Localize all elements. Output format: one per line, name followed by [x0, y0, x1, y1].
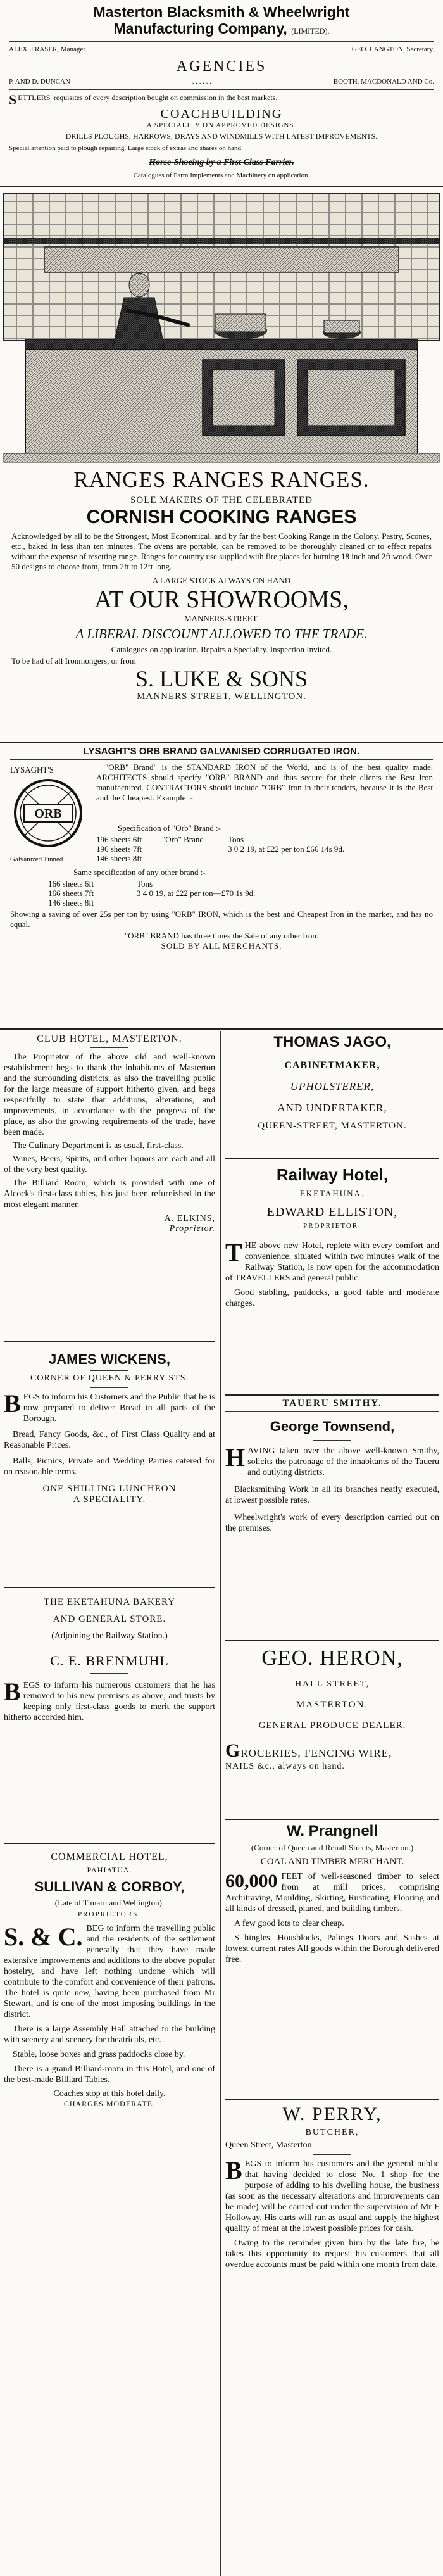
perry-trade: BUTCHER,: [305, 2128, 359, 2137]
townsend-header: TAUERU SMITHY.: [282, 1398, 382, 1408]
prangnell-qty: 60,000: [225, 1871, 278, 1891]
masterton-officers: [9, 46, 434, 53]
commercial-initials: S. & C.: [4, 1923, 83, 1951]
ranges-headline: RANGES RANGES RANGES.: [73, 467, 370, 492]
settlers-text: SETTLERS' requisites of every description bought on commission in the best markets.: [9, 92, 278, 108]
prangnell-trade: COAL AND TIMBER MERCHANT.: [260, 1857, 404, 1867]
bakery-name: C. E. BRENMUHL: [50, 1653, 169, 1669]
orb-emblem-text: ORB: [34, 807, 62, 821]
agency-duncan: P. AND D. DUNCAN: [9, 78, 70, 85]
wickens-p3: Balls, Picnics, Private and Wedding Parties catered for on reasonable terms.: [4, 1456, 215, 1477]
perry-p1: BEGS to inform his customers and the general public that having decided to close No. 1 shop for the purpose of adding to his dwelling house, the business (as soon as the necessary alterations and improvements can be made) will be carried out under the supervision of Mr F Holloway. His carts will run as usual and supply the highest quality of meat at the lowest possible prices for cash.: [225, 2156, 439, 2233]
commercial-p4: There is a grand Billiard-room in this Hotel, and one of the best-made Billiard Tables.: [4, 2064, 215, 2085]
heron-town: MASTERTON,: [296, 1700, 369, 1710]
jago-upholsterer: UPHOLSTERER,: [290, 1080, 375, 1092]
orb-sheets: [96, 835, 223, 863]
orb-sheet-row: 196 sheets 7ft: [96, 844, 142, 854]
wickens-p1: BEGS to inform his Customers and the Public that he is now prepared to deliver Bread in all parts of the Borough.: [4, 1389, 215, 1424]
masterton-title-2: [9, 20, 434, 39]
orb-quantity: 3 0 2 19, at £22 per ton £66 14s 9d.: [228, 844, 345, 854]
attention-line: Special attention paid to plough repairing. Large stock of extras and shares on hand.: [9, 144, 243, 152]
left-column: [4, 1031, 215, 2570]
lysaght-ad: [0, 746, 443, 1026]
classifieds-columns: [0, 1031, 443, 2576]
perry-place: Queen Street, Masterton: [225, 2140, 312, 2150]
agencies-line: [9, 78, 434, 85]
farm-catalogues: Catalogues of Farm Implements and Machinery on application.: [133, 172, 310, 179]
lysaght-saving: Showing a saving of over 25s per ton by using "ORB" IRON, which is the best and Cheapest Iron in the market, and has no equal.: [10, 909, 433, 929]
townsend-p2: Blacksmithing Work in all its branches neatly executed, at lowest possible rates.: [225, 1485, 439, 1505]
wickens-p2: Bread, Fancy Goods, &c., of First Class Quality and at Reasonable Prices.: [4, 1430, 215, 1450]
orb-icon: [10, 775, 86, 851]
bakery-adjoining: (Adjoining the Railway Station.): [51, 1631, 168, 1641]
townsend-p3: Wheelwright's work of every description carried out on the premises.: [225, 1513, 439, 1533]
speciality-line: A SPECIALITY ON APPROVED DESIGNS.: [146, 122, 297, 129]
commercial-charges: CHARGES MODERATE.: [63, 2099, 156, 2108]
lysaght-heading: LYSAGHT'S ORB BRAND GALVANISED CORRUGATED IRON.: [83, 746, 360, 757]
heron-trade: GENERAL PRODUCE DEALER.: [258, 1720, 406, 1731]
masterton-limited: (LIMITED).: [291, 27, 330, 35]
other-sheet-row: 146 sheets 8ft: [48, 898, 94, 907]
other-sheet-row: 166 sheets 7ft: [48, 888, 94, 898]
manners-street: MANNERS-STREET.: [184, 614, 259, 623]
luke-address: MANNERS STREET, WELLINGTON.: [137, 691, 306, 702]
bakery-title: THE EKETAHUNA BAKERY: [44, 1597, 175, 1607]
horse-shoeing: Horse-Shoeing by a First Class Farrier.: [149, 158, 294, 167]
commercial-names: SULLIVAN & CORBOY,: [34, 1879, 185, 1895]
prangnell-corner: (Corner of Queen and Renall Streets, Masterton.): [251, 1843, 414, 1852]
commercial-title: COMMERCIAL HOTEL,: [51, 1852, 168, 1862]
perry-name: W. PERRY,: [282, 2104, 382, 2125]
townsend-name: George Townsend,: [270, 1418, 395, 1434]
right-column: [225, 1031, 439, 2570]
jago-undertaker: AND UNDERTAKER,: [277, 1102, 387, 1114]
club-p1: The Proprietor of the above old and well-known establishment begs to thank the inhabitants of Masterton and the surrounding districts, as also the travelling public for the large measure of support hitherto given, and begs respectfully to state that additions, alterations, and improvements, in accordance with the progress of the place, as also the growing requirements of the trade, have been made.: [4, 1052, 215, 1137]
spec-orb-label: Specification of "Orb" Brand :-: [118, 823, 221, 833]
jago-cabinetmaker: CABINETMAKER,: [284, 1060, 380, 1071]
commercial-late: (Late of Timaru and Wellington).: [54, 1898, 165, 1907]
range-illustration: [0, 190, 443, 466]
heron-groceries: GROCERIES, FENCING WIRE,: [225, 1740, 392, 1761]
lysaght-sold: SOLD BY ALL MERCHANTS.: [161, 941, 282, 950]
commercial-p1: BEG to inform the travelling public and the residents of the settlement generally that they have made extensive improvements and additions to the above popular hostelry, and have left nothing undone which will contribute to the comfort and convenience of their patrons. The hotel is quite new, having been purchased from Mr Stewart, and is one of the most imposing buildings in the district.: [4, 1924, 215, 2019]
coachbuilding: COACHBUILDING: [160, 107, 283, 121]
luke-sons: S. LUKE & SONS: [135, 666, 308, 691]
club-p4: The Billiard Room, which is provided with one of Alcock's first-class tables, has just been refurnished in the most elegant manner.: [4, 1178, 215, 1209]
railway-proprietor: PROPRIETOR.: [303, 1222, 361, 1230]
commercial-place: PAHIATUA.: [87, 1866, 132, 1874]
manager-name: ALEX. FRASER, Manager.: [9, 46, 87, 53]
ranges-catalogues: Catalogues on application. Repairs a Speciality. Inspection Invited.: [111, 645, 332, 654]
wickens-lunch: ONE SHILLING LUNCHEON: [42, 1484, 177, 1494]
townsend-ad: [225, 1396, 439, 1640]
townsend-p1: HAVING taken over the above well-known Smithy, solicits the patronage of the inhabitants of the Taueru and outlying districts.: [225, 1443, 439, 1477]
eketahuna-bakery-ad: [4, 1588, 215, 1843]
agency-dots: . . . . . .: [192, 78, 211, 85]
drills-line: DRILLS PLOUGHS, HARROWS, DRAYS AND WINDMILLS WITH LATEST IMPROVEMENTS.: [65, 132, 378, 141]
club-hotel-ad: [4, 1031, 215, 1341]
wickens-name: JAMES WICKENS,: [49, 1351, 170, 1367]
prangnell-p2: A few good lots to clear cheap.: [234, 1919, 344, 1928]
heron-nails: NAILS &c., always on hand.: [225, 1762, 345, 1771]
heron-ad: [225, 1641, 439, 1819]
liberal-discount: A LIBERAL DISCOUNT ALLOWED TO THE TRADE.: [75, 626, 368, 641]
railway-name: EDWARD ELLISTON,: [266, 1205, 398, 1219]
masterton-title: Masterton Blacksmith & Wheelwright: [93, 4, 350, 20]
cornish-ranges: CORNISH COOKING RANGES: [86, 507, 357, 527]
to-be-had: To be had of all Ironmongers, or from: [11, 656, 136, 666]
perry-p2: Owing to the reminder given him by the late fire, he takes this opportunity to request his customers that all overdue accounts must be paid within one month from date.: [225, 2238, 439, 2270]
masterton-company: Manufacturing Company,: [113, 20, 287, 37]
club-sig: A. ELKINS,: [164, 1214, 215, 1223]
club-sig-role: Proprietor.: [169, 1224, 215, 1234]
railway-hotel-ad: [225, 1159, 439, 1394]
wickens-ad: [4, 1342, 215, 1587]
showrooms: AT OUR SHOWROOMS,: [94, 586, 349, 613]
prangnell-p1: FEET of well-seasoned timber to select from at mill prices, comprising Architraving, Moulding, Skirting, Rusticating, Flooring and all kinds of dressed, planed, and building timbers.: [225, 1872, 439, 1914]
railway-place: EKETAHUNA.: [299, 1189, 365, 1198]
spec-other-label: Same specification of any other brand :-: [73, 868, 206, 877]
prangnell-name: W. Prangnell: [286, 1822, 378, 1840]
sole-makers: SOLE MAKERS OF THE CELEBRATED: [130, 495, 313, 505]
commercial-body: [4, 1923, 215, 2020]
commercial-coaches: Coaches stop at this hotel daily.: [53, 2089, 166, 2099]
ranges-ad: [0, 467, 443, 740]
club-p3: Wines, Beers, Spirits, and other liquors are each and all of the very best quality.: [4, 1154, 215, 1175]
lysaght-top: [10, 760, 433, 909]
commercial-proprietors: PROPRIETORS.: [78, 1910, 141, 1918]
agencies-heading: AGENCIES: [176, 58, 267, 75]
commercial-p2: There is a large Assembly Hall attached to the building with scenery and scenery for theatricals, etc.: [4, 2024, 215, 2045]
other-tons: Tons: [137, 879, 153, 888]
orb-sheet-row: 146 sheets 8ft: [96, 854, 142, 863]
lysaght-label: LYSAGHT'S: [10, 765, 54, 774]
orb-tons: Tons: [228, 835, 244, 844]
commercial-hotel-ad: [4, 1844, 215, 2452]
prangnell-body: [225, 1871, 439, 1914]
heron-name: GEO. HERON,: [261, 1646, 403, 1670]
bakery-p1: BEGS to inform his numerous customers that he has removed to his new premises as above, and trusts by keeping only first-class goods to merit the support hitherto accorded him.: [4, 1677, 215, 1722]
railway-p1: THE above new Hotel, replete with every comfort and convenience, situated within two minutes walk of the Railway Station, is now open for the accommodation of TRAVELLERS and general public.: [225, 1238, 439, 1283]
other-quantity: 3 4 0 19, at £22 per ton—£70 1s 9d.: [137, 888, 256, 898]
orb-sheet-row: 196 sheets 6ft: [96, 835, 142, 844]
bakery-title-2: AND GENERAL STORE.: [53, 1614, 166, 1624]
cooking-range-engraving: [0, 190, 443, 466]
wickens-address: CORNER OF QUEEN & PERRY STS.: [30, 1373, 189, 1383]
jago-name: THOMAS JAGO,: [273, 1033, 391, 1051]
lysaght-intro: "ORB" Brand" is the STANDARD IRON of the World, and is of the best quality made. ARCHITECTS should specify "ORB" BRAND and thus secure for their clients the Best Iron manufactured. CONTRACTORS should include "ORB" Iron in their tenders, because it is the Best and the Cheapest. Example :-: [96, 762, 433, 802]
prangnell-ad: [225, 1820, 439, 2099]
masterton-blacksmith-ad: [0, 0, 443, 185]
club-title: CLUB HOTEL, MASTERTON.: [37, 1033, 182, 1044]
railway-title: Railway Hotel,: [276, 1165, 389, 1184]
galvanized-label: Galvanized Tinned: [10, 856, 63, 863]
prangnell-p3: S hingles, Housblocks, Palings Doors and Sashes at lowest current rates All goods within the Borough delivered free.: [225, 1933, 439, 1964]
jago-address: QUEEN-STREET, MASTERTON.: [258, 1121, 407, 1131]
perry-ad: [225, 2100, 439, 2442]
other-sheet-row: 166 sheets 6ft: [48, 879, 94, 888]
club-p2: The Culinary Department is as usual, first-class.: [13, 1141, 184, 1151]
commercial-p3: Stable, loose boxes and grass paddocks close by.: [13, 2050, 185, 2059]
orb-emblem: [10, 765, 91, 863]
wickens-speciality: A SPECIALITY.: [73, 1494, 146, 1505]
secretary-name: GEO. LANGTON, Secretary.: [351, 46, 434, 53]
large-stock: A LARGE STOCK ALWAYS ON HAND: [152, 576, 291, 585]
heron-street: HALL STREET,: [294, 1679, 370, 1689]
railway-p2: Good stabling, paddocks, a good table and moderate charges.: [225, 1288, 439, 1308]
jago-ad: [225, 1031, 439, 1158]
orb-brand-tag: "Orb" Brand: [162, 835, 204, 844]
lysaght-sales: "ORB" BRAND has three times the Sale of any other Iron.: [124, 931, 319, 940]
ranges-body: Acknowledged by all to be the Strongest, Most Economical, and by far the best Cooking Range in the Colony. Pastry, Scones, etc., baked in less than ten minutes. The ovens are portable, can be removed to be thoroughly cleaned or to effect repairs without the expense of resetting range. Ranges for country use supplied with fire places for burning 18 inch and 2ft wood. Over 50 designs to choose from, from 2ft to 12ft long.: [11, 531, 432, 571]
agency-booth: BOOTH, MACDONALD AND Co.: [333, 78, 434, 85]
